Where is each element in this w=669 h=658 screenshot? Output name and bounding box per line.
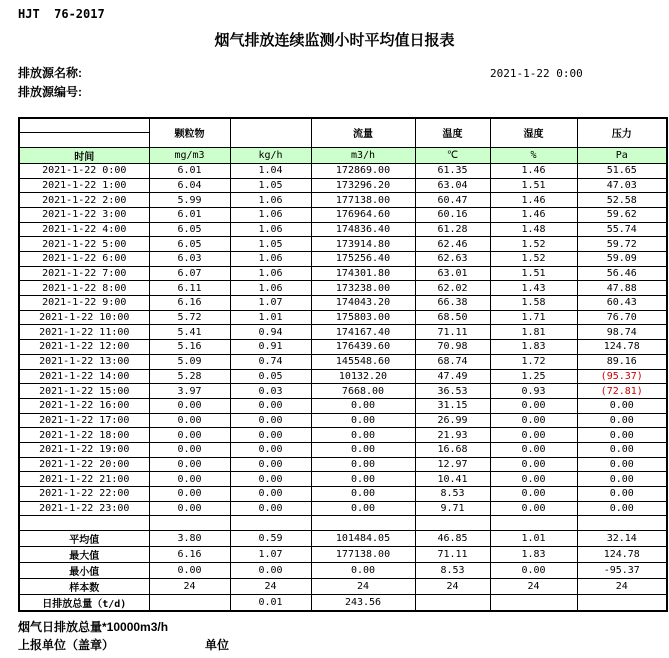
table-row: [19, 340, 667, 355]
value-cell: 0.01: [230, 595, 311, 612]
time-cell: 2021-1-22 15:00: [19, 384, 149, 399]
value-cell: [149, 595, 230, 612]
value-cell: 175803.00: [311, 310, 415, 325]
value-cell: 1.07: [230, 296, 311, 311]
value-cell: 6.05: [149, 222, 230, 237]
value-cell: 5.99: [149, 193, 230, 208]
value-cell: 98.74: [577, 325, 667, 340]
value-cell: 0.00: [490, 487, 577, 502]
value-cell: 1.04: [230, 163, 311, 178]
value-cell: 31.15: [415, 398, 490, 413]
value-cell: 1.52: [490, 252, 577, 267]
value-cell: 1.83: [490, 547, 577, 563]
table-row: [19, 413, 667, 428]
value-cell: 6.01: [149, 207, 230, 222]
value-cell: 63.01: [415, 266, 490, 281]
summary-label: 最小值: [19, 563, 149, 579]
value-cell: 0.00: [311, 398, 415, 413]
value-cell: 0.00: [230, 487, 311, 502]
value-cell: 5.41: [149, 325, 230, 340]
value-cell: 1.46: [490, 207, 577, 222]
value-cell: 0.00: [311, 428, 415, 443]
value-cell: 59.72: [577, 237, 667, 252]
value-cell: 47.49: [415, 369, 490, 384]
value-cell: 10.41: [415, 472, 490, 487]
summary-row: [19, 579, 667, 595]
value-cell: 0.59: [230, 531, 311, 547]
time-cell: 2021-1-22 0:00: [19, 163, 149, 178]
report-table: [18, 117, 668, 612]
value-cell: 47.88: [577, 281, 667, 296]
report-unit-label: 上报单位（盖章）: [18, 638, 115, 652]
table-row: [19, 398, 667, 413]
value-cell: 174836.40: [311, 222, 415, 237]
value-cell: 0.05: [230, 369, 311, 384]
table-row: [19, 163, 667, 178]
value-cell: 1.71: [490, 310, 577, 325]
time-column-header: 时间: [19, 147, 149, 163]
value-cell: 0.00: [230, 428, 311, 443]
time-cell: 2021-1-22 14:00: [19, 369, 149, 384]
summary-label: 日排放总量（t/d): [19, 595, 149, 612]
value-cell: 0.00: [311, 501, 415, 516]
value-cell: 0.00: [490, 413, 577, 428]
table-row: [19, 266, 667, 281]
time-cell: 2021-1-22 12:00: [19, 340, 149, 355]
value-cell: 173296.20: [311, 178, 415, 193]
time-cell: 2021-1-22 16:00: [19, 398, 149, 413]
value-cell: 175256.40: [311, 252, 415, 267]
value-cell: 0.00: [149, 501, 230, 516]
value-cell: 0.00: [490, 442, 577, 457]
value-cell: 71.11: [415, 325, 490, 340]
value-cell: 1.06: [230, 207, 311, 222]
unit-label: 单位: [205, 638, 230, 652]
value-cell: 55.74: [577, 222, 667, 237]
table-row: [19, 384, 667, 399]
value-cell: 1.43: [490, 281, 577, 296]
value-cell: 24: [577, 579, 667, 595]
value-cell: 5.09: [149, 354, 230, 369]
time-cell: 2021-1-22 21:00: [19, 472, 149, 487]
value-cell: 1.01: [230, 310, 311, 325]
value-cell: 76.70: [577, 310, 667, 325]
value-cell: 47.03: [577, 178, 667, 193]
summary-label: 最大值: [19, 547, 149, 563]
time-cell: 2021-1-22 23:00: [19, 501, 149, 516]
value-cell: 1.05: [230, 178, 311, 193]
column-header-humidity: 湿度: [490, 118, 577, 147]
value-cell: 89.16: [577, 354, 667, 369]
value-cell: 68.50: [415, 310, 490, 325]
value-cell: 3.80: [149, 531, 230, 547]
value-cell: 0.00: [490, 501, 577, 516]
summary-row: [19, 595, 667, 612]
value-cell: 24: [415, 579, 490, 595]
value-cell: 3.97: [149, 384, 230, 399]
value-cell: 1.51: [490, 178, 577, 193]
value-cell: 1.51: [490, 266, 577, 281]
value-cell: 0.00: [230, 472, 311, 487]
table-row: [19, 310, 667, 325]
value-cell: 176439.60: [311, 340, 415, 355]
value-cell: 32.14: [577, 531, 667, 547]
value-cell: 1.06: [230, 266, 311, 281]
time-cell: 2021-1-22 19:00: [19, 442, 149, 457]
value-cell: 101484.05: [311, 531, 415, 547]
source-id-label: 排放源编号:: [18, 85, 82, 99]
time-cell: 2021-1-22 9:00: [19, 296, 149, 311]
value-cell: 52.58: [577, 193, 667, 208]
value-cell: [490, 595, 577, 612]
value-cell: 1.06: [230, 252, 311, 267]
value-cell: 26.99: [415, 413, 490, 428]
value-cell: 0.00: [577, 501, 667, 516]
value-cell: 7668.00: [311, 384, 415, 399]
value-cell: 0.00: [577, 472, 667, 487]
summary-rows: [19, 531, 667, 612]
value-cell: 1.48: [490, 222, 577, 237]
table-row: [19, 369, 667, 384]
value-cell: 51.65: [577, 163, 667, 178]
value-cell: 0.00: [577, 442, 667, 457]
table-row: [19, 178, 667, 193]
value-cell: 176964.60: [311, 207, 415, 222]
value-cell: 16.68: [415, 442, 490, 457]
value-cell: 0.00: [230, 563, 311, 579]
value-cell: 0.00: [230, 501, 311, 516]
table-row: [19, 193, 667, 208]
value-cell: 6.11: [149, 281, 230, 296]
value-cell: 1.06: [230, 222, 311, 237]
value-cell: 59.62: [577, 207, 667, 222]
table-row: [19, 281, 667, 296]
value-cell: 62.02: [415, 281, 490, 296]
time-cell: 2021-1-22 1:00: [19, 178, 149, 193]
value-cell: 0.00: [577, 413, 667, 428]
time-cell: 2021-1-22 18:00: [19, 428, 149, 443]
value-cell: 0.00: [490, 398, 577, 413]
table-row: [19, 296, 667, 311]
time-cell: 2021-1-22 6:00: [19, 252, 149, 267]
value-cell: 0.00: [311, 472, 415, 487]
value-cell: 9.71: [415, 501, 490, 516]
time-cell: 2021-1-22 7:00: [19, 266, 149, 281]
value-cell: 0.91: [230, 340, 311, 355]
value-cell: 0.00: [311, 413, 415, 428]
column-header-temperature: 温度: [415, 118, 490, 147]
time-cell: 2021-1-22 22:00: [19, 487, 149, 502]
value-cell: 59.09: [577, 252, 667, 267]
time-cell: 2021-1-22 20:00: [19, 457, 149, 472]
value-cell: 0.00: [230, 457, 311, 472]
value-cell: 0.00: [311, 442, 415, 457]
value-cell: 24: [230, 579, 311, 595]
time-cell: 2021-1-22 10:00: [19, 310, 149, 325]
footer-note: 烟气日排放总量*10000m3/h: [18, 620, 169, 634]
column-header-particulate: 颗粒物: [149, 118, 230, 147]
value-cell: 0.00: [230, 413, 311, 428]
value-cell: 0.00: [230, 398, 311, 413]
value-cell: 124.78: [577, 340, 667, 355]
table-row: [19, 501, 667, 516]
value-cell: 174043.20: [311, 296, 415, 311]
value-cell: 21.93: [415, 428, 490, 443]
value-cell: [415, 595, 490, 612]
value-cell: 0.00: [149, 442, 230, 457]
value-cell: 71.11: [415, 547, 490, 563]
value-cell: 1.25: [490, 369, 577, 384]
corner-cell-bottom: [19, 133, 149, 148]
value-cell: 68.74: [415, 354, 490, 369]
table-row: [19, 457, 667, 472]
value-cell: 46.85: [415, 531, 490, 547]
table-header: [19, 118, 667, 163]
value-cell: 6.07: [149, 266, 230, 281]
value-cell: 0.00: [577, 457, 667, 472]
summary-row: [19, 547, 667, 563]
value-cell: 0.00: [311, 563, 415, 579]
value-cell: -95.37: [577, 563, 667, 579]
summary-row: [19, 531, 667, 547]
value-cell: 0.00: [149, 487, 230, 502]
table-row: [19, 222, 667, 237]
value-cell: 1.06: [230, 281, 311, 296]
value-cell: 0.03: [230, 384, 311, 399]
table-row: [19, 325, 667, 340]
value-cell: 6.03: [149, 252, 230, 267]
unit-pa: Pa: [577, 147, 667, 163]
value-cell: 0.00: [230, 442, 311, 457]
value-cell: 1.46: [490, 163, 577, 178]
value-cell: 24: [490, 579, 577, 595]
value-cell: 0.00: [311, 487, 415, 502]
value-cell: 6.16: [149, 296, 230, 311]
table-row: [19, 472, 667, 487]
time-cell: 2021-1-22 11:00: [19, 325, 149, 340]
value-cell: 5.28: [149, 369, 230, 384]
table-row: [19, 252, 667, 267]
value-cell: 177138.00: [311, 547, 415, 563]
value-cell: 174167.40: [311, 325, 415, 340]
time-cell: 2021-1-22 17:00: [19, 413, 149, 428]
value-cell: 0.00: [149, 457, 230, 472]
value-cell: 5.16: [149, 340, 230, 355]
value-cell: 24: [311, 579, 415, 595]
separator-section: [19, 516, 667, 531]
value-cell: 0.00: [311, 457, 415, 472]
value-cell: 5.72: [149, 310, 230, 325]
value-cell: 10132.20: [311, 369, 415, 384]
table-row: [19, 237, 667, 252]
summary-label: 平均值: [19, 531, 149, 547]
time-cell: 2021-1-22 5:00: [19, 237, 149, 252]
value-cell: 1.07: [230, 547, 311, 563]
value-cell: 0.00: [149, 413, 230, 428]
time-cell: 2021-1-22 8:00: [19, 281, 149, 296]
value-cell: 0.93: [490, 384, 577, 399]
value-cell: (95.37): [577, 369, 667, 384]
value-cell: 66.38: [415, 296, 490, 311]
time-cell: 2021-1-22 4:00: [19, 222, 149, 237]
value-cell: 8.53: [415, 487, 490, 502]
time-cell: 2021-1-22 2:00: [19, 193, 149, 208]
value-cell: 0.00: [490, 457, 577, 472]
value-cell: 70.98: [415, 340, 490, 355]
time-cell: 2021-1-22 3:00: [19, 207, 149, 222]
unit-celsius: ℃: [415, 147, 490, 163]
value-cell: 62.63: [415, 252, 490, 267]
summary-row: [19, 563, 667, 579]
corner-cell-top: [19, 118, 149, 133]
value-cell: 1.06: [230, 193, 311, 208]
value-cell: 60.16: [415, 207, 490, 222]
value-cell: 62.46: [415, 237, 490, 252]
value-cell: 0.00: [149, 428, 230, 443]
value-cell: 1.72: [490, 354, 577, 369]
value-cell: 24: [149, 579, 230, 595]
value-cell: 1.52: [490, 237, 577, 252]
value-cell: 0.00: [490, 472, 577, 487]
value-cell: [577, 595, 667, 612]
value-cell: 172869.00: [311, 163, 415, 178]
value-cell: 0.00: [490, 428, 577, 443]
value-cell: 173914.80: [311, 237, 415, 252]
value-cell: 0.00: [577, 487, 667, 502]
value-cell: 60.43: [577, 296, 667, 311]
value-cell: 173238.00: [311, 281, 415, 296]
value-cell: 1.01: [490, 531, 577, 547]
value-cell: 174301.80: [311, 266, 415, 281]
standard-number: HJT 76-2017: [18, 7, 105, 21]
table-row: [19, 487, 667, 502]
blank-row: [19, 516, 667, 531]
value-cell: 36.53: [415, 384, 490, 399]
value-cell: 124.78: [577, 547, 667, 563]
value-cell: 243.56: [311, 595, 415, 612]
value-cell: 1.46: [490, 193, 577, 208]
value-cell: 0.74: [230, 354, 311, 369]
value-cell: 1.83: [490, 340, 577, 355]
value-cell: 1.58: [490, 296, 577, 311]
value-cell: 0.00: [149, 398, 230, 413]
value-cell: 0.00: [490, 563, 577, 579]
table-row: [19, 354, 667, 369]
summary-label: 样本数: [19, 579, 149, 595]
data-rows: [19, 163, 667, 516]
value-cell: 6.05: [149, 237, 230, 252]
source-name-label: 排放源名称:: [18, 66, 82, 80]
value-cell: 61.35: [415, 163, 490, 178]
unit-percent: %: [490, 147, 577, 163]
value-cell: 0.00: [149, 563, 230, 579]
page-title: 烟气排放连续监测小时平均值日报表: [214, 32, 455, 49]
unit-m3-h: m3/h: [311, 147, 415, 163]
group-header-row: [19, 118, 667, 133]
unit-header-row: [19, 147, 667, 163]
value-cell: 0.94: [230, 325, 311, 340]
unit-mg-m3: mg/m3: [149, 147, 230, 163]
value-cell: 61.28: [415, 222, 490, 237]
value-cell: 145548.60: [311, 354, 415, 369]
column-header-flow: 流量: [311, 118, 415, 147]
value-cell: 0.00: [149, 472, 230, 487]
column-header-empty: [230, 118, 311, 147]
value-cell: 1.81: [490, 325, 577, 340]
table-row: [19, 442, 667, 457]
value-cell: 6.16: [149, 547, 230, 563]
value-cell: 56.46: [577, 266, 667, 281]
unit-kg-h: kg/h: [230, 147, 311, 163]
value-cell: 60.47: [415, 193, 490, 208]
value-cell: 8.53: [415, 563, 490, 579]
table-row: [19, 207, 667, 222]
value-cell: 0.00: [577, 428, 667, 443]
value-cell: 0.00: [577, 398, 667, 413]
value-cell: 177138.00: [311, 193, 415, 208]
value-cell: (72.81): [577, 384, 667, 399]
value-cell: 6.01: [149, 163, 230, 178]
value-cell: 12.97: [415, 457, 490, 472]
time-cell: 2021-1-22 13:00: [19, 354, 149, 369]
table-row: [19, 428, 667, 443]
value-cell: 63.04: [415, 178, 490, 193]
report-datetime: 2021-1-22 0:00: [490, 67, 583, 80]
column-header-pressure: 压力: [577, 118, 667, 147]
value-cell: 6.04: [149, 178, 230, 193]
value-cell: 1.05: [230, 237, 311, 252]
